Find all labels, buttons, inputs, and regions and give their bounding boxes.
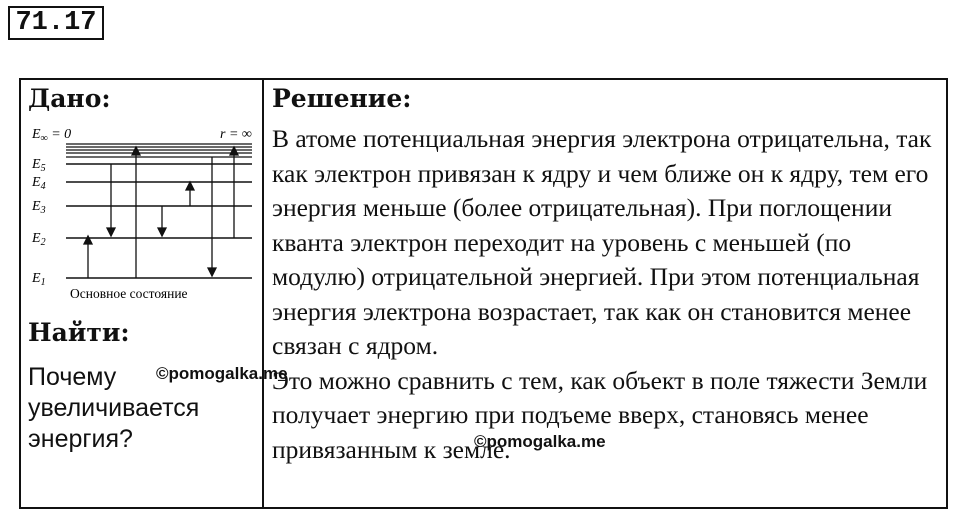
label-r-infinity: r = ∞ bbox=[220, 127, 252, 142]
label-e3: $E_3$ bbox=[32, 199, 46, 216]
label-e2: $E_2$ bbox=[32, 231, 46, 248]
label-e5: $E_5$ bbox=[32, 157, 46, 174]
energy-levels bbox=[66, 164, 252, 278]
label-e-infinity: $E_\infty = 0$ bbox=[32, 127, 72, 144]
energy-level-diagram bbox=[28, 122, 256, 304]
watermark: ©pomogalka.me bbox=[474, 432, 606, 451]
continuum-lines bbox=[66, 144, 252, 157]
solution-paragraph-2: Это можно сравнить с тем, как объект в поле тяжести Земли получает энергию при подъеме вверх, становясь менее привязанным к земле. bbox=[272, 365, 928, 464]
label-e4: $E_4$ bbox=[32, 175, 46, 192]
find-title: Найти: bbox=[28, 318, 130, 347]
column-divider bbox=[262, 78, 264, 509]
question-text: Почему увеличивается энергия? bbox=[28, 363, 200, 453]
watermark: ©pomogalka.me bbox=[156, 364, 288, 383]
ground-state-caption: Основное состояние bbox=[70, 286, 188, 301]
label-e1: $E_1$ bbox=[32, 271, 46, 288]
solution-title: Решение: bbox=[272, 84, 412, 113]
given-title: Дано: bbox=[28, 84, 111, 113]
solution-paragraph-1: В атоме потенциальная энергия электрона отрицательна, так как электрон привязан к ядру и чем ближе он к ядру, тем его энергия меньше (более отрицательная). При поглощении кванта электрон переходит на уровень с меньшей (по модулю) отрицательной энергией. При этом потенциальная энергия электрона возрастает, так как он становится менее связан с ядром. bbox=[272, 124, 932, 360]
solution-body bbox=[272, 122, 942, 467]
problem-number: 71.17 bbox=[8, 6, 104, 40]
